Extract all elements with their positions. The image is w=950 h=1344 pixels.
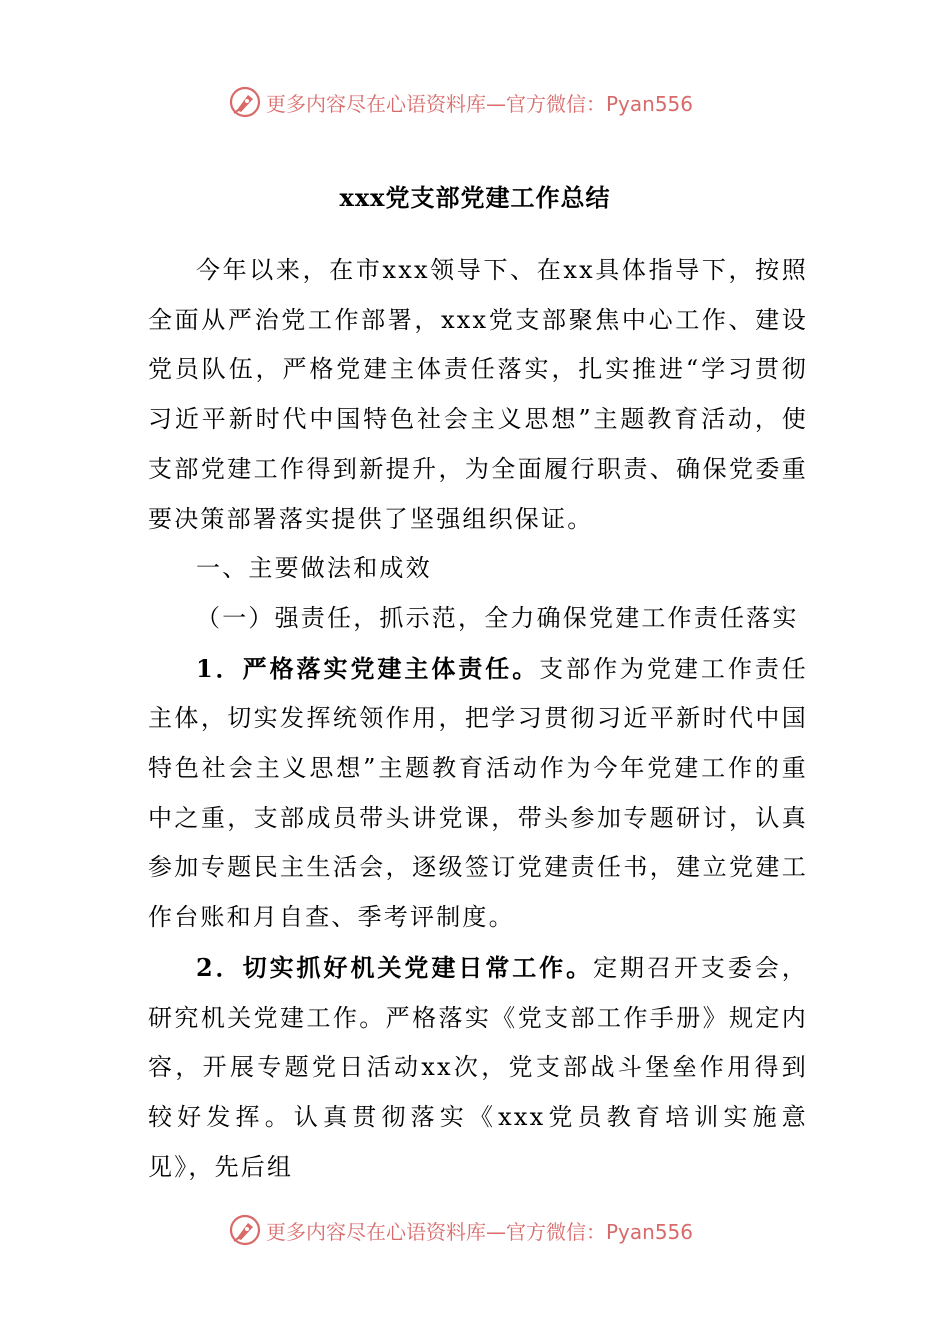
item-paragraph (148, 644, 808, 943)
page-title: xxx党支部党建工作总结 (339, 183, 611, 212)
footer-banner (228, 1210, 693, 1250)
banner-text: 更多内容尽在心语资料库—官方微信：Pyan556 (266, 91, 694, 116)
pen-nib-circle-icon (228, 1213, 262, 1247)
section-heading: 一、主要做法和成效 (196, 554, 432, 583)
item-title: 1．严格落实党建主体责任。 (196, 653, 540, 683)
item-paragraph (148, 943, 808, 1193)
header-banner (228, 82, 693, 122)
item-title: 2．切实抓好机关党建日常工作。 (196, 952, 594, 982)
banner-text: 更多内容尽在心语资料库—官方微信：Pyan556 (266, 1219, 694, 1244)
item-body: 支部作为党建工作责任主体，切实发挥统领作用，把学习贯彻习近平新时代中国特色社会主义思想”主题教育活动作为今年党建工作的重中之重，支部成员带头讲党课，带头参加专题研讨，认真参加专题民主生活会，逐级签订党建责任书，建立党建工作台账和月自查、季考评制度。 (148, 654, 808, 932)
item-body: 定期召开支委会，研究机关党建工作。严格落实《党支部工作手册》规定内容，开展专题党日活动xx次，党支部战斗堡垒作用得到较好发挥。认真贯彻落实《xxx党员教育培训实施意见》，先后组 (148, 953, 808, 1181)
document-body (148, 246, 808, 1192)
pen-nib-circle-icon (228, 85, 262, 119)
subsection-heading: （一）强责任，抓示范，全力确保党建工作责任落实 (196, 603, 799, 632)
intro-paragraph: 今年以来，在市xxx领导下、在xx具体指导下，按照全面从严治党工作部署，xxx党支部聚焦中心工作、建设党员队伍，严格党建主体责任落实，扎实推进“学习贯彻习近平新时代中国特色社会主义思想”主题教育活动，使支部党建工作得到新提升，为全面履行职责、确保党委重要决策部署落实提供了坚强组织保证。 (148, 256, 808, 533)
